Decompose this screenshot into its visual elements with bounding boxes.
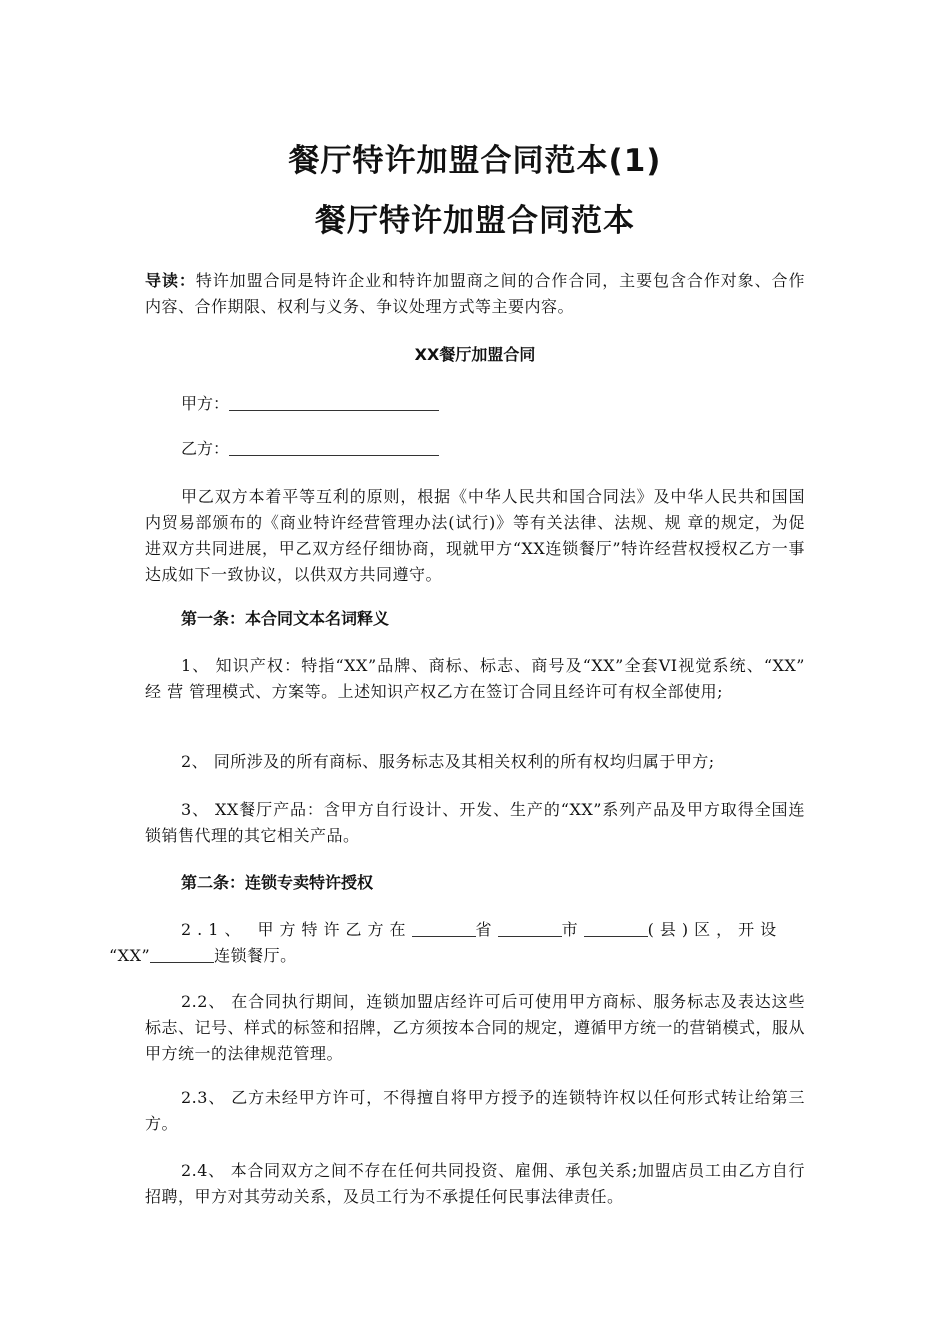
party-a-label: 甲方：	[181, 394, 230, 413]
document-title: 餐厅特许加盟合同范本(1)	[288, 143, 662, 179]
intro-paragraph	[145, 268, 805, 320]
article-2-item-1-text-b: 省	[475, 920, 498, 939]
article-1-item-3: 3、 XX餐厅产品：含甲方自行设计、开发、生产的“XX”系列产品及甲方取得全国连锁销售代理的其它相关产品。	[145, 800, 805, 845]
party-b-label: 乙方：	[181, 439, 230, 458]
party-b-line	[181, 436, 439, 462]
article-2-item-3: 2.3、 乙方未经甲方许可，不得擅自将甲方授予的连锁特许权以任何形式转让给第三方。	[145, 1088, 805, 1133]
contract-title: XX餐厅加盟合同	[414, 345, 536, 364]
intro-text: 特许加盟合同是特许企业和特许加盟商之间的合作合同，主要包含合作对象、合作内容、合作期限、权利与义务、争议处理方式等主要内容。	[145, 271, 805, 316]
article-2-item-1-text-e: “XX”	[109, 946, 151, 965]
article-1-item-2: 2、 同所涉及的所有商标、服务标志及其相关权利的所有权均归属于甲方;	[181, 752, 715, 771]
province-blank	[412, 918, 476, 937]
district-blank	[584, 918, 648, 937]
preamble-paragraph: 甲乙双方本着平等互利的原则，根据《中华人民共和国合同法》及中华人民共和国国内贸易部颁布的《商业特许经营管理办法(试行)》等有关法律、法规、规 章的规定，为促进双方共同进展，甲乙双方经仔细协商，现就甲方“XX连锁餐厅”特许经营权授权乙方一事达成如下一致协议，以供双方共同遵守。	[145, 487, 805, 584]
article-2-item-1-text-d: (县)区，开设	[647, 920, 783, 939]
article-2-heading: 第二条：连锁专卖特许授权	[181, 873, 374, 892]
article-2-item-2: 2.2、 在合同执行期间，连锁加盟店经许可后可使用甲方商标、服务标志及表达这些标志、记号、样式的标签和招牌，乙方须按本合同的规定，遵循甲方统一的营销模式，服从甲方统一的法律规范管理。	[145, 992, 806, 1063]
city-blank	[498, 918, 562, 937]
party-a-line	[181, 391, 439, 417]
party-a-blank	[229, 392, 439, 411]
article-1-item-1: 1、 知识产权：特指“XX”品牌、商标、标志、商号及“XX”全套VI视觉系统、“XX” 经 营 管理模式、方案等。上述知识产权乙方在签订合同且经许可有权全部使用;	[145, 656, 805, 701]
article-2-item-1-text-f: 连锁餐厅。	[214, 946, 297, 965]
store-name-blank	[150, 944, 214, 963]
article-2-item-1-text-a: 2.1、 甲方特许乙方在	[181, 920, 412, 939]
document-subtitle: 餐厅特许加盟合同范本	[315, 203, 635, 239]
article-2-item-1	[109, 917, 805, 969]
article-2-item-1-text-c: 市	[561, 920, 584, 939]
party-b-blank	[229, 437, 439, 456]
intro-lead: 导读：	[145, 271, 196, 290]
article-1-heading: 第一条：本合同文本名词释义	[181, 609, 390, 628]
article-2-item-4: 2.4、 本合同双方之间不存在任何共同投资、雇佣、承包关系;加盟店员工由乙方自行招聘，甲方对其劳动关系，及员工行为不承提任何民事法律责任。	[145, 1161, 805, 1206]
